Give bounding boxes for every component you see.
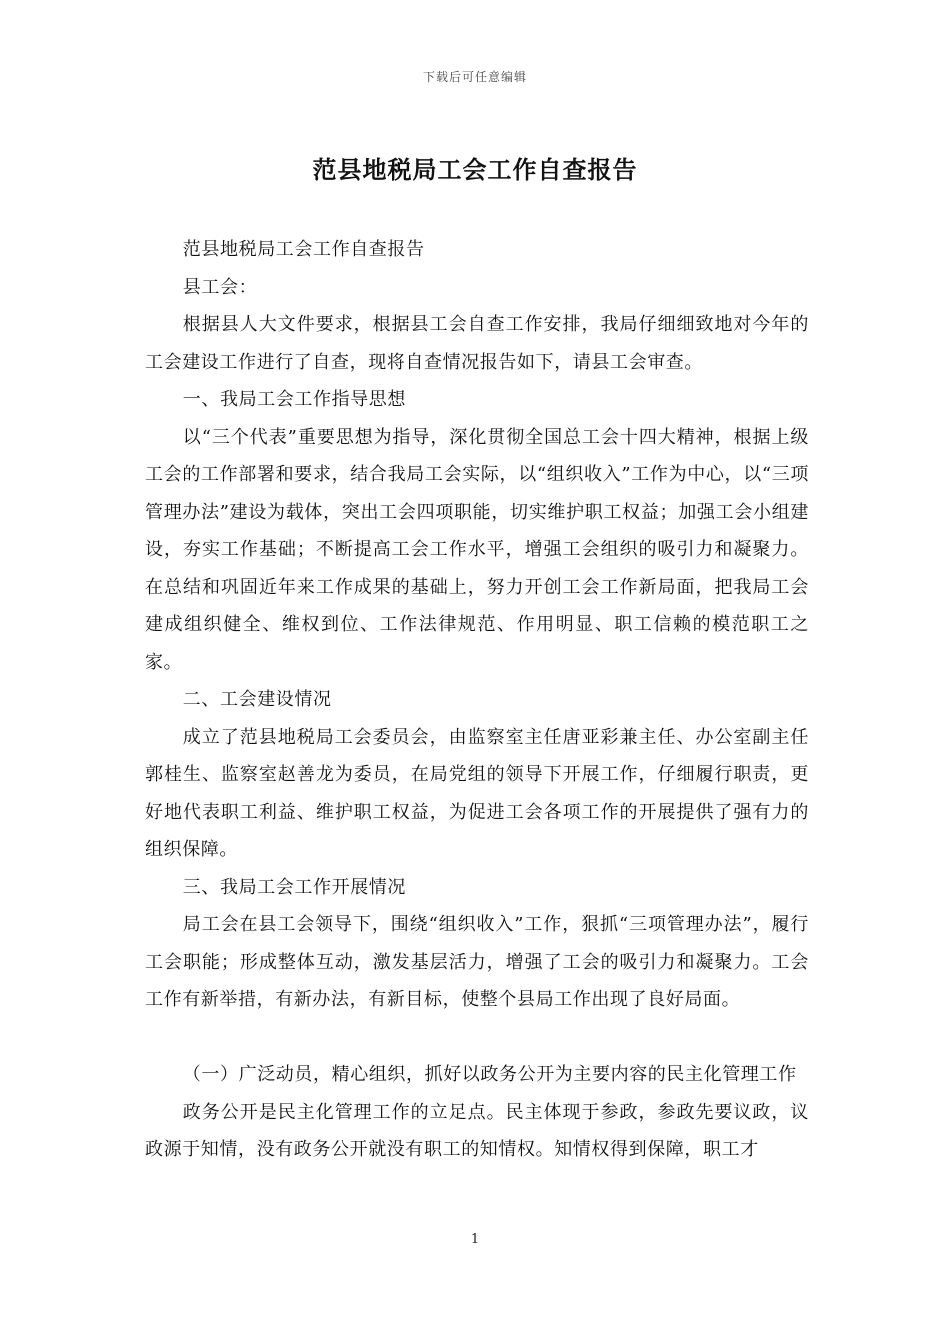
paragraph-union-construction: 成立了范县地税局工会委员会，由监察室主任唐亚彩兼主任、办公室副主任郭桂生、监察室赵善龙为委员，在局党组的领导下开展工作，仔细履行职责，更好地代表职工利益、维护职工权益，为促进工会各项工作的开展提供了强有力的组织保障。 <box>145 726 809 860</box>
paragraph-open-affairs: 政务公开是民主化管理工作的立足点。民主体现于参政，参政先要议政，议政源于知情，没有政务公开就没有职工的知情权。知情权得到保障，职工才 <box>145 1101 809 1160</box>
document-title: 范县地税局工会工作自查报告 <box>312 155 638 184</box>
section-heading-1: 一、我局工会工作指导思想 <box>182 389 406 410</box>
paragraph-intro: 根据县人大文件要求，根据县工会自查工作安排，我局仔细细致地对今年的工会建设工作进行了自查，现将自查情况报告如下，请县工会审查。 <box>145 314 809 373</box>
section-heading-2: 二、工会建设情况 <box>182 689 332 710</box>
paragraph-work-progress: 局工会在县工会领导下，围绕“组织收入”工作，狠抓“三项管理办法”，履行工会职能；形成整体互动，激发基层活力，增强了工会的吸引力和凝聚力。工会工作有新举措，有新办法，有新目标，使整个县局工作出现了良好局面。 <box>145 914 809 1010</box>
section-heading-3: 三、我局工会工作开展情况 <box>182 876 406 898</box>
page-number: 1 <box>470 1232 480 1247</box>
document-body <box>145 231 809 1169</box>
paragraph-guiding-thought: 以“三个代表”重要思想为指导，深化贯彻全国总工会十四大精神，根据上级工会的工作部署和要求，结合我局工会实际，以“组织收入”工作为中心，以“三项管理办法”建设为载体，突出工会四项职能，切实维护职工权益；加强工会小组建设，夯实工作基础；不断提高工会工作水平，增强工会组织的吸引力和凝聚力。在总结和巩固近年来工作成果的基础上，努力开创工会工作新局面，把我局工会建成组织健全、维权到位、工作法律规范、作用明显、职工信赖的模范职工之家。 <box>145 426 809 673</box>
paragraph-salutation: 县工会： <box>182 276 258 298</box>
subsection-heading-1: （一）广泛动员，精心组织，抓好以政务公开为主要内容的民主化管理工作 <box>182 1064 797 1085</box>
header-note: 下载后可任意编辑 <box>422 70 527 84</box>
paragraph-subtitle: 范县地税局工会工作自查报告 <box>182 239 425 260</box>
